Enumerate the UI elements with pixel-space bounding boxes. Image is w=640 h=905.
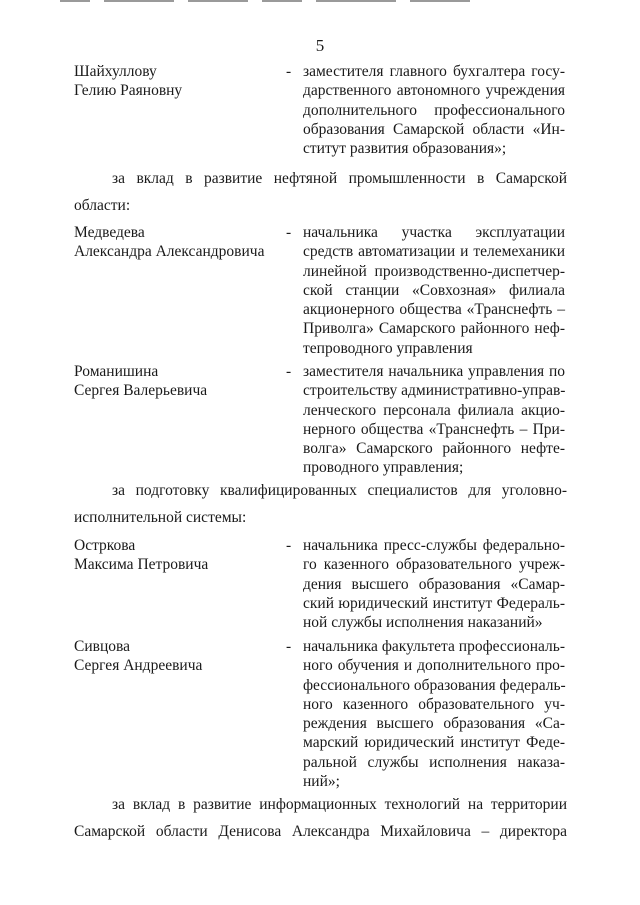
dash-separator: - [286, 363, 292, 380]
position-line: средств автоматизации и телемеханики [303, 243, 565, 261]
position-line: линейной производственно-диспетчер- [303, 262, 565, 280]
award-category-paragraph [74, 170, 567, 214]
paragraph-line: за вклад в развитие нефтяной промышленности в Самарской [112, 170, 567, 187]
position-line: Приволга» Самарского районного неф- [303, 320, 565, 338]
position-line: ной службы исполнения наказаний» [303, 614, 543, 632]
scan-artifact-top-edge [60, 0, 470, 3]
position-line: тепроводного управления [303, 339, 473, 357]
position-line: ленческого персонала филиала акцио- [303, 401, 565, 419]
position-line: заместителя главного бухгалтера госу- [303, 63, 565, 80]
person-name [74, 223, 284, 262]
dash-separator: - [286, 224, 292, 241]
position-line: нерного общества «Транснефть – При- [303, 420, 565, 438]
given-names: Гелию Раяновну [74, 82, 183, 100]
position-line: дополнительного профессионального [303, 101, 565, 119]
position-description [303, 637, 565, 791]
paragraph-line: исполнительной системы: [74, 509, 247, 526]
position-description [303, 223, 565, 358]
position-line: ральной службы исполнения наказа- [303, 753, 565, 771]
award-category-paragraph [74, 796, 567, 840]
position-line: образования Самарской области «Ин- [303, 120, 565, 138]
dash-separator: - [286, 537, 292, 554]
award-category-paragraph [74, 482, 567, 526]
surname: Сивцова [74, 638, 130, 655]
paragraph-line: за вклад в развитие информационных технологий на территории [112, 796, 567, 813]
position-line: дения высшего образования «Самар- [303, 575, 565, 593]
surname: Шайхуллову [74, 63, 157, 80]
page-number: 5 [315, 36, 325, 55]
position-line: ститут развития образования»; [303, 140, 507, 158]
person-name [74, 362, 284, 401]
position-line: го казенного образовательного учреж- [303, 556, 565, 574]
person-name [74, 62, 284, 101]
dash-separator: - [286, 63, 292, 80]
position-line: ский юридический институт Федераль- [303, 594, 565, 612]
position-line: строительству административно-управ- [303, 382, 566, 400]
position-description [303, 362, 565, 478]
position-line: начальника участка эксплуатации [303, 224, 565, 241]
position-description [303, 536, 565, 632]
surname: Медведева [74, 224, 145, 241]
position-line: ного казенного образовательного уч- [303, 695, 565, 713]
paragraph-line: области: [74, 197, 131, 214]
position-line: ного обучения и дополнительного про- [303, 657, 565, 675]
position-line: заместителя начальника управления по [303, 363, 565, 380]
position-line: акционерного общества «Транснефть – [303, 301, 565, 319]
position-line: фессионального образования федераль- [303, 676, 566, 694]
given-names: Максима Петровича [74, 556, 209, 574]
position-line: волга» Самарского районного нефте- [303, 440, 565, 458]
position-line: марский юридический институт Феде- [303, 734, 565, 752]
position-line: начальника факультета профессиональ- [303, 638, 565, 655]
person-name [74, 637, 284, 676]
position-line: ской станции «Совхозная» филиала [303, 281, 565, 299]
given-names: Александра Александровича [74, 243, 265, 261]
dash-separator: - [286, 638, 292, 655]
given-names: Сергея Валерьевича [74, 382, 208, 400]
position-line: дарственного автономного учреждения [303, 82, 565, 100]
position-line: ний»; [303, 773, 340, 791]
paragraph-line: Самарской области Денисова Александра Михайловича – директора [74, 823, 567, 840]
given-names: Сергея Андреевича [74, 657, 203, 675]
position-description [303, 62, 565, 158]
person-name [74, 536, 284, 575]
surname: Романишина [74, 363, 159, 380]
position-line: реждения высшего образования «Са- [303, 715, 565, 733]
position-line: начальника пресс-службы федерально- [303, 537, 565, 554]
surname: Остркова [74, 537, 136, 554]
paragraph-line: за подготовку квалифицированных специалистов для уголовно- [112, 482, 567, 499]
position-line: проводного управления; [303, 459, 464, 477]
